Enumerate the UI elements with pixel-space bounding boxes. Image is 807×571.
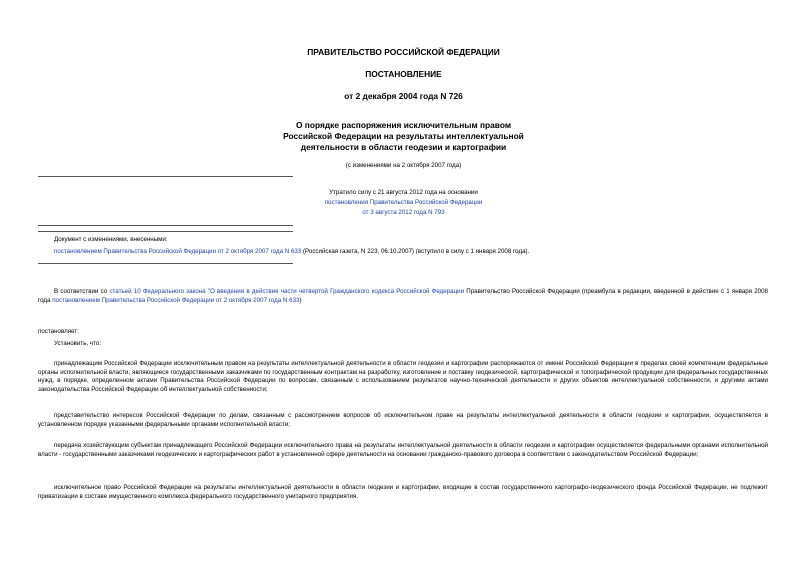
divider — [38, 225, 293, 226]
clause-2: представительство интересов Российской Федерации по делам, связанным с рассмотрением вопросов об исключительном праве на результаты интеллектуальной деятельности в области геодезии и картографии, осуществляется в установленном порядке указанными федеральными органами исполнительной власти; — [38, 412, 768, 428]
clause-4: исключительное право Российской Федерации на результаты интеллектуальной деятельности в области геодезии и картографии, входящие в состав государственного картографо-геодезического фонда Российской Федерации, не подлежит приватизации в составе имущественного комплекса федерального государственного унитарного предприятия. — [38, 484, 768, 500]
amending-decree-link[interactable]: постановлением Правительства Российской Федерации от 2 октября 2007 года N 633 — [52, 296, 300, 304]
clause-1: принадлежащим Российской Федерации исключительным правом на результаты интеллектуальной деятельности в области геодезии и картографии распоряжаются от имени Российской Федерации в пределах своей компетенции федеральные органы исполнительной власти, являющиеся государственными заказчиками по государственным контрактам на разработку, изготовление и поставку геодезической, картографической и топографической продукции для федеральных государственных нужд, в порядке, определенном актами Правительства Российской Федерации по вопросам, связанным с использованием результатов научно-технической деятельности и других объектов интеллектуальной собственности, и другими актами законодательства Российской Федерации об интеллектуальной собственности; — [38, 360, 768, 394]
repeal-link-line-1[interactable]: постановления Правительства Российской Федерации — [324, 199, 483, 206]
document-date: от 2 декабря 2004 года N 726 — [344, 91, 463, 101]
clause-3: передача хозяйствующим субъектам принадлежащего Российской Федерации исключительного права на результаты интеллектуальной деятельности в области геодезии и картографии осуществляется федеральными органами исполнительной власти - государственными заказчиками геодезических и картографических работ в установленной сфере деятельности на основании гражданско-правового договора в соответствии с законодательством Российской Федерации; — [38, 442, 768, 458]
preamble — [38, 288, 768, 305]
document-title-line-3: деятельности в области геодезии и картографии — [300, 142, 507, 152]
document-title-line-1: О порядке распоряжения исключительным правом — [295, 120, 512, 130]
amendment-note: (с изменениями на 2 октября 2007 года) — [345, 162, 462, 169]
government-heading: ПРАВИТЕЛЬСТВО РОССИЙСКОЙ ФЕДЕРАЦИИ — [307, 47, 500, 57]
repeal-link-line-2[interactable]: от 3 августа 2012 года N 793 — [362, 209, 445, 216]
divider — [38, 263, 293, 264]
divider — [38, 231, 293, 232]
law-link[interactable]: статьей 10 Федерального закона "О введении в действие части четвертой Гражданского кодекса Российской Федерации — [109, 288, 465, 295]
preamble-text-2: Правительство Российской Федерации (преамбула в редакции, введенной в действие с 1 января 2008 года — [38, 288, 768, 304]
decides-label: постановляет: — [38, 328, 79, 335]
changes-label: Документ с изменениями, внесенными: — [54, 236, 168, 243]
divider — [38, 176, 293, 177]
preamble-text-1: В соответствии со — [54, 288, 110, 295]
repeal-status: Утратило силу с 21 августа 2012 года на основании — [329, 189, 478, 196]
changes-tail: (Российская газета, N 223, 06.10.2007) (вступило в силу с 1 января 2008 года). — [301, 248, 530, 255]
document-type: ПОСТАНОВЛЕНИЕ — [365, 69, 442, 79]
changes-line — [54, 248, 794, 257]
preamble-text-3: ) — [299, 296, 302, 304]
changes-link[interactable]: постановлением Правительства Российской Федерации от 2 октября 2007 года N 633 — [54, 248, 302, 255]
document-title-line-2: Российской Федерации на результаты интеллектуальной — [283, 131, 524, 141]
establish-label: Установить, что: — [54, 340, 102, 347]
